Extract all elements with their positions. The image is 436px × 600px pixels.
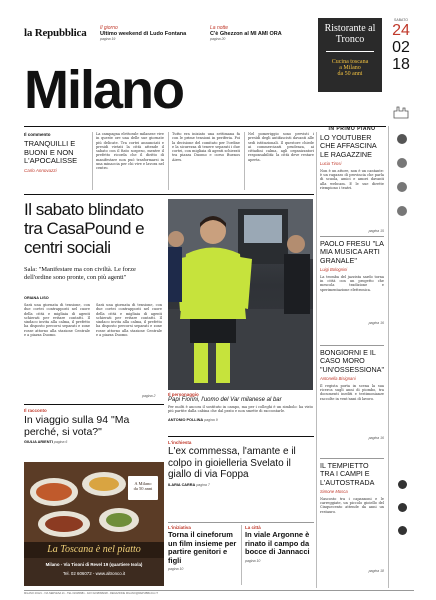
column-divider xyxy=(241,525,242,585)
commento-kicker: Il commento xyxy=(24,132,51,137)
teaser-notte[interactable] xyxy=(210,25,310,41)
inchiesta-byline xyxy=(168,483,314,487)
right-item-youtuber[interactable] xyxy=(320,134,384,233)
photo-byline xyxy=(168,418,313,422)
column-divider xyxy=(168,132,169,190)
section-rule xyxy=(24,194,314,195)
bocce-kicker: La città xyxy=(245,525,261,530)
main-body: Sarà una giornata di tensione, con due cortei contrapposti nel cuore della città e migliaia di agenti schierati per evitare contatti. Il sindaco invita alla calma, il prefetto ha disposto percorsi separati e zone rosse attorno alla stazione Centrale e a piazza Duomo. xyxy=(24,303,90,338)
right-item-body: La tromba del jazzista sardo torna in città con un progetto che mescola tradizione e sperimentazione elettronica. xyxy=(320,274,384,292)
main-body-2: Sarà una giornata di tensione, con due cortei contrapposti nel cuore della città e migliaia di agenti schierati per evitare contatti. Il sindaco invita alla calma, il prefetto ha disposto percorsi separati e zone rosse attorno alla stazione Centrale e a piazza Duomo. xyxy=(96,303,162,338)
footer-rule xyxy=(24,590,414,591)
section-rule xyxy=(168,522,314,523)
social-icon xyxy=(398,526,407,535)
ad-line3: da 50 anni xyxy=(337,71,363,77)
main-byline: ORIANA LISO xyxy=(24,296,49,300)
teaser-page: pagina 19 xyxy=(100,37,116,41)
column-divider xyxy=(92,132,93,190)
edition-title: Milano xyxy=(24,60,183,120)
right-item-page: pagina 15 xyxy=(368,228,384,233)
inchiesta-block[interactable] xyxy=(168,440,314,487)
inchiesta-byline-name: ILARIA CARRA xyxy=(168,482,196,487)
ad-toscana[interactable] xyxy=(24,462,164,586)
photo-page: pagina 9 xyxy=(204,418,218,422)
right-item-tempietto[interactable] xyxy=(320,462,384,573)
referee-photo[interactable] xyxy=(168,199,313,390)
teaser-giorno[interactable] xyxy=(100,25,195,41)
editorial-text-3: Nel pomeriggio sono previsti i presìdi degli antifascisti davanti alle sedi istituzionali. Il questore chiede ai commercianti prudenza, ai cittadini calma, agli organizzatori responsabilità: la città deve restare aperta. xyxy=(248,132,314,162)
cineforum-block[interactable] xyxy=(168,525,238,571)
primo-piano-title: IN PRIMO PIANO xyxy=(328,126,376,132)
share-icon xyxy=(398,480,407,489)
ad-banner: La Toscana è nel piatto xyxy=(24,542,164,558)
right-item-body: Nascosto tra i capannoni e le carreggiate, un piccolo gioiello del Cinquecento attende da anni un restauro. xyxy=(320,496,384,514)
side-strip-bottom xyxy=(390,480,414,535)
phone-icon xyxy=(397,182,407,192)
right-item-body: Non è un attore, non è un cantante: è un ragazzo di provincia che parla di scuola, amici e amori davanti alla webcam. E le sue dirette riempiono i teatri. xyxy=(320,168,384,191)
cineforum-page: pagina 10 xyxy=(168,567,184,572)
inchiesta-page: pagina 7 xyxy=(196,482,210,487)
right-item-headline: IL TEMPIETTO TRA I CAMPI E L'AUTOSTRADA xyxy=(320,461,375,487)
right-item-author: Luigi Bolognini xyxy=(320,266,348,272)
main-page: pagina 2 xyxy=(142,394,156,398)
app-icon xyxy=(398,503,407,512)
racconto-byline xyxy=(24,440,164,444)
map-icon xyxy=(397,206,407,216)
side-strip xyxy=(390,130,414,216)
section-rule xyxy=(320,345,384,346)
commento-headline: TRANQUILLI E BUONI E NON L'APOCALISSE xyxy=(24,139,78,165)
bocce-headline: In viale Argonne è rinato il campo da bocce di Jannacci xyxy=(245,530,310,557)
column-divider xyxy=(316,132,317,588)
date-block xyxy=(388,18,414,73)
ad-divider xyxy=(326,51,374,52)
editorial-text: La campagna elettorale milanese vive in queste ore una delle sue giornate più delicate. Tra cortei annunciati e presidi vietati la città attende il sabato con il fiato sospeso, mentre il prefetto ricorda che il diritto di manifestare non può trasformarsi in una minaccia per chi vive e lavora nel centro. xyxy=(96,132,164,171)
ad-line1: Cucina toscana xyxy=(331,59,369,65)
cineforum-headline: Torna il cineforum un film insieme per partire genitori e figli xyxy=(168,530,237,565)
ad-badge-line2: da 50 anni xyxy=(133,486,153,491)
city-emblem-icon xyxy=(393,104,409,118)
photo-byline-name: ANTONIO POLLINA xyxy=(168,418,204,422)
ad-badge-line1: A Milano xyxy=(134,481,152,486)
ad-ristorante[interactable] xyxy=(318,18,382,92)
inchiesta-kicker: L'inchiesta xyxy=(168,440,192,445)
photo-caption xyxy=(168,392,313,422)
racconto-block[interactable] xyxy=(24,408,164,444)
bocce-page: pagina 10 xyxy=(245,558,261,563)
section-rule xyxy=(168,436,314,437)
photo-kicker: Il personaggio xyxy=(168,392,199,397)
weather-icon xyxy=(397,134,407,144)
ad-line2: a Milano xyxy=(339,65,361,71)
date-year: 18 xyxy=(392,56,410,73)
footer-text: MILANO 20121 - VIA NERVESA 21 - TEL 02/480981 - FAX 02/48098228 - REDAZIONE MILANO@REPUBBLICA.IT xyxy=(24,592,158,595)
section-rule xyxy=(24,404,164,405)
racconto-kicker: Il racconto xyxy=(24,408,47,413)
ad-address: Milano - Via Tisoni di Revel 19 (quartiere Isola) xyxy=(45,562,143,567)
column-divider xyxy=(388,126,389,588)
right-item-author: Lucia Tirosi xyxy=(320,160,342,166)
right-item-headline: LO YOUTUBER CHE AFFASCINA LE RAGAZZINE xyxy=(320,133,377,159)
photo-caption-body: Per molti è ancora il sostituto in campo, ma per i colleghi è un simbolo: ha visto più partite dalla cabina che dal prato e non smette di raccontarle. xyxy=(168,405,313,414)
ad-phone: Tel. 02 606072 - www.altronco.it xyxy=(62,571,126,576)
date-day-name: SABATO xyxy=(394,18,408,22)
main-subhead: Sala: "Manifestare ma con civiltà. Le forze dell'ordine sono pronte, con più agenti" xyxy=(24,266,136,281)
right-item-headline: BONGIORNI E IL CASO MORO "UN'OSSESSIONA" xyxy=(320,348,384,374)
right-item-headline: PAOLO FRESU "LA MIA MUSICA ARTI GRANALE" xyxy=(320,239,384,265)
commento-author: Carlo Annovazzi xyxy=(24,167,57,173)
racconto-byline-name: GIULIA ARIENTI xyxy=(24,440,53,444)
racconto-page: pagina 6 xyxy=(53,440,68,444)
main-headline[interactable]: Il sabato blindato tra CasaPound e centri sociali xyxy=(24,200,145,257)
date-month: 02 xyxy=(392,39,410,56)
brand-logo[interactable]: la Repubblica xyxy=(24,27,87,39)
editorial-text-2: Tutto era iniziato una settimana fa con le prime tensioni in periferia. Poi la decisione del comitato per l'ordine e la sicurezza di tenere separati i due cortei, con migliaia di agenti schierati tra piazza Duomo e corso Buenos Aires. xyxy=(172,132,240,162)
cineforum-kicker: L'iniziativa xyxy=(168,525,191,530)
right-item-page: pagina 18 xyxy=(368,568,384,573)
section-rule xyxy=(320,236,384,237)
ad-badge xyxy=(128,476,158,500)
right-item-fresu[interactable] xyxy=(320,240,384,325)
racconto-headline: In viaggio sulla 94 "Ma perché, si vota?" xyxy=(24,414,130,438)
teaser-title: C'è Ghezzon al MI AMI ORA xyxy=(210,31,282,37)
right-item-page: pagina 16 xyxy=(368,435,384,440)
teaser-kicker: Il giorno xyxy=(100,25,118,31)
section-rule xyxy=(320,458,384,459)
right-item-body: Il regista porta in scena la sua ricerca sugli anni di piombo, tra documenti inediti e testimonianze raccolte in vent'anni di lavoro. xyxy=(320,383,384,401)
commento-block[interactable] xyxy=(24,132,88,173)
right-item-page: pagina 16 xyxy=(368,320,384,325)
bocce-block[interactable] xyxy=(245,525,314,563)
ad-title: Ristorante al Tronco xyxy=(324,23,376,45)
right-item-author: Simone Mosca xyxy=(320,488,348,494)
inchiesta-headline: L'ex commessa, l'amante e il colpo in gioielleria Svelato il giallo di via Foppa xyxy=(168,446,296,480)
right-item-author: Antonella Bisignani xyxy=(320,375,356,381)
teaser-title: Ultimo weekend di Ludo Fontana xyxy=(100,31,187,37)
teaser-kicker: La notte xyxy=(210,25,229,31)
info-icon xyxy=(397,158,407,168)
date-day: 24 xyxy=(392,22,410,39)
photo-caption-title: Papi Fiorini, l'uomo del Var milanese al bar xyxy=(168,397,282,403)
column-divider xyxy=(244,132,245,190)
teaser-page: pagina 20 xyxy=(210,37,226,41)
right-item-moro[interactable] xyxy=(320,349,384,440)
